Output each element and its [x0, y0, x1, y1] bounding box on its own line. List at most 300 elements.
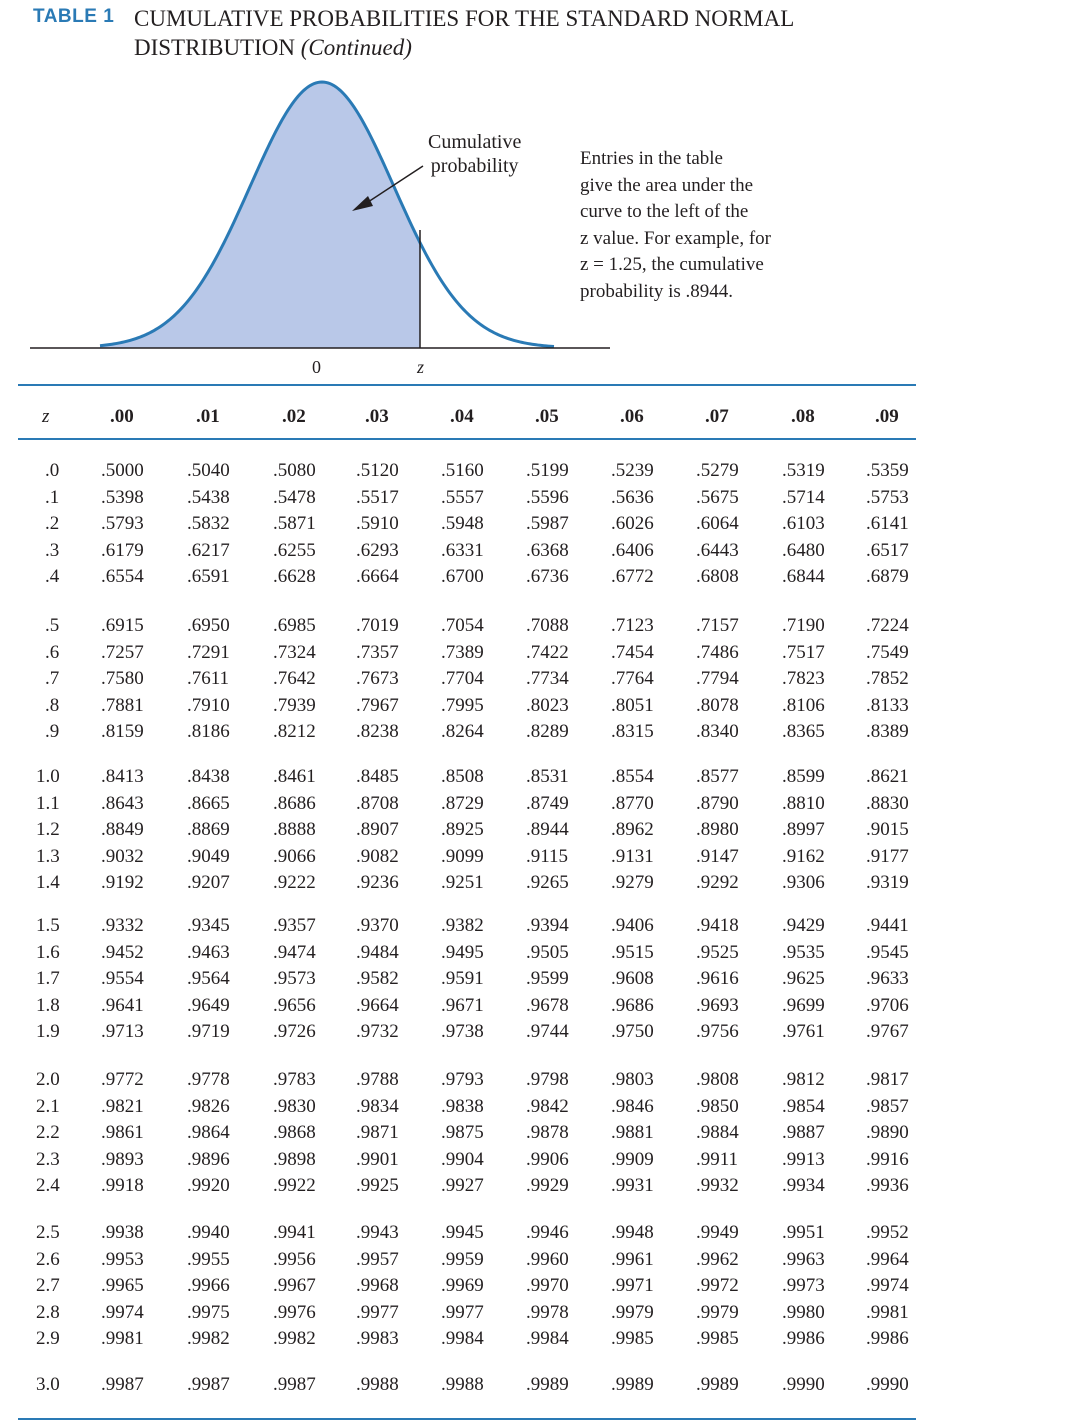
probability-cell: .9901 [356, 1148, 399, 1170]
probability-cell: .6141 [866, 513, 909, 534]
probability-cell: .9292 [696, 872, 739, 893]
probability-cell: .9965 [101, 1275, 144, 1296]
probability-cell: .7549 [866, 641, 909, 663]
probability-cell: .9192 [101, 872, 144, 893]
probability-cell: .6915 [101, 615, 144, 636]
probability-cell: .9850 [696, 1095, 739, 1117]
probability-cell: .9656 [273, 994, 316, 1016]
probability-cell: .8340 [696, 721, 739, 742]
explanation-line: z value. For example, for [580, 227, 771, 249]
probability-cell: .9904 [441, 1148, 484, 1170]
z-value-cell: .1 [45, 486, 60, 508]
probability-cell: .8577 [696, 766, 739, 787]
probability-cell: .9793 [441, 1069, 484, 1090]
probability-cell: .9955 [187, 1248, 230, 1270]
probability-cell: .6255 [273, 539, 316, 561]
probability-cell: .9115 [526, 845, 569, 867]
probability-cell: .9826 [187, 1095, 230, 1117]
probability-cell: .9978 [526, 1301, 569, 1323]
probability-cell: .9986 [866, 1328, 909, 1349]
zero-axis-label: 0 [312, 357, 321, 377]
probability-cell: .7422 [526, 641, 569, 663]
probability-cell: .9015 [866, 819, 909, 840]
probability-cell: .9932 [696, 1175, 739, 1196]
z-value-cell: .4 [45, 566, 60, 587]
probability-cell: .6664 [356, 566, 399, 587]
table-row [0, 1374, 1068, 1400]
probability-cell: .6985 [273, 615, 316, 636]
probability-cell: .9961 [611, 1248, 654, 1270]
probability-cell: .9738 [441, 1021, 484, 1042]
probability-cell: .9671 [441, 994, 484, 1016]
probability-cell: .9977 [356, 1301, 399, 1323]
probability-cell: .9817 [866, 1069, 909, 1090]
probability-cell: .9686 [611, 994, 654, 1016]
probability-cell: .9969 [441, 1275, 484, 1296]
z-value-cell: 1.1 [36, 792, 60, 814]
column-header: .01 [196, 406, 220, 427]
probability-cell: .5636 [611, 486, 654, 508]
probability-cell: .9474 [273, 941, 316, 963]
z-value-cell: 1.5 [36, 915, 60, 936]
probability-cell: .9967 [273, 1275, 316, 1296]
probability-cell: .9906 [526, 1148, 569, 1170]
probability-cell: .8461 [273, 766, 316, 787]
table-row [0, 1302, 1068, 1328]
probability-cell: .9986 [782, 1328, 825, 1349]
probability-cell: .5753 [866, 486, 909, 508]
probability-cell: .9726 [273, 1021, 316, 1042]
probability-cell: .9767 [866, 1021, 909, 1042]
probability-cell: .5910 [356, 513, 399, 534]
title-distribution: DISTRIBUTION [134, 35, 295, 60]
normal-curve-figure [30, 70, 620, 390]
probability-cell: .9761 [782, 1021, 825, 1042]
probability-cell: .9032 [101, 845, 144, 867]
probability-cell: .9959 [441, 1248, 484, 1270]
probability-cell: .9251 [441, 872, 484, 893]
probability-cell: .9971 [611, 1275, 654, 1296]
probability-cell: .7389 [441, 641, 484, 663]
probability-cell: .5517 [356, 486, 399, 508]
column-header-row [0, 406, 1068, 436]
probability-cell: .7357 [356, 641, 399, 663]
probability-cell: .9394 [526, 915, 569, 936]
probability-cell: .6844 [782, 566, 825, 587]
title-continued: (Continued) [300, 35, 412, 60]
probability-cell: .9925 [356, 1175, 399, 1196]
probability-cell: .8106 [782, 694, 825, 716]
z-column-header: z [42, 406, 50, 427]
probability-cell: .8212 [273, 721, 316, 742]
probability-cell: .8643 [101, 792, 144, 814]
z-value-cell: 1.2 [36, 819, 60, 840]
probability-cell: .9357 [273, 915, 316, 936]
explanation-line: Entries in the table [580, 148, 723, 169]
probability-cell: .9535 [782, 941, 825, 963]
probability-cell: .9929 [526, 1175, 569, 1196]
probability-cell: .5714 [782, 486, 825, 508]
probability-cell: .5948 [441, 513, 484, 534]
probability-cell: .8925 [441, 819, 484, 840]
probability-cell: .9898 [273, 1148, 316, 1170]
probability-cell: .9222 [273, 872, 316, 893]
probability-cell: .9429 [782, 915, 825, 936]
probability-cell: .9922 [273, 1175, 316, 1196]
probability-cell: .9875 [441, 1122, 484, 1143]
column-header: .09 [875, 406, 899, 427]
probability-cell: .9887 [782, 1122, 825, 1143]
probability-cell: .9554 [101, 968, 144, 989]
probability-cell: .9989 [526, 1374, 569, 1395]
probability-cell: .9864 [187, 1122, 230, 1143]
probability-cell: .9713 [101, 1021, 144, 1042]
z-value-cell: .7 [45, 668, 60, 689]
z-value-cell: .8 [45, 694, 60, 716]
table-row [0, 995, 1068, 1021]
probability-cell: .6103 [782, 513, 825, 534]
probability-cell: .9582 [356, 968, 399, 989]
probability-cell: .5199 [526, 460, 569, 481]
probability-cell: .9545 [866, 941, 909, 963]
probability-cell: .9984 [526, 1328, 569, 1349]
probability-cell: .9981 [101, 1328, 144, 1349]
probability-cell: .9452 [101, 941, 144, 963]
probability-cell: .7967 [356, 694, 399, 716]
probability-cell: .9990 [782, 1374, 825, 1395]
z-value-cell: 2.7 [36, 1275, 60, 1296]
table-row [0, 1328, 1068, 1354]
probability-cell: .8749 [526, 792, 569, 814]
probability-cell: .8888 [273, 819, 316, 840]
probability-cell: .9649 [187, 994, 230, 1016]
z-value-cell: 2.0 [36, 1069, 60, 1090]
probability-cell: .9881 [611, 1122, 654, 1143]
probability-cell: .9918 [101, 1175, 144, 1196]
probability-cell: .8810 [782, 792, 825, 814]
z-value-cell: 1.9 [36, 1021, 60, 1042]
probability-cell: .9972 [696, 1275, 739, 1296]
probability-cell: .9441 [866, 915, 909, 936]
probability-cell: .8980 [696, 819, 739, 840]
probability-cell: .7486 [696, 641, 739, 663]
probability-cell: .5359 [866, 460, 909, 481]
probability-cell: .7852 [866, 668, 909, 689]
probability-cell: .9948 [611, 1222, 654, 1243]
probability-cell: .7123 [611, 615, 654, 636]
probability-cell: .9744 [526, 1021, 569, 1042]
probability-cell: .9591 [441, 968, 484, 989]
probability-cell: .9756 [696, 1021, 739, 1042]
probability-cell: .9990 [866, 1374, 909, 1395]
z-value-cell: 1.3 [36, 845, 60, 867]
table-row [0, 846, 1068, 872]
table-row [0, 1122, 1068, 1148]
probability-cell: .9788 [356, 1069, 399, 1090]
table-row [0, 695, 1068, 721]
title-line-2 [134, 33, 794, 62]
probability-cell: .5398 [101, 486, 144, 508]
probability-cell: .8485 [356, 766, 399, 787]
probability-cell: .9913 [782, 1148, 825, 1170]
probability-cell: .9236 [356, 872, 399, 893]
table-row [0, 668, 1068, 694]
explanation-line: curve to the left of the [580, 201, 749, 222]
probability-cell: .8708 [356, 792, 399, 814]
cumulative-label-line-1: Cumulative [428, 131, 522, 153]
probability-cell: .8830 [866, 792, 909, 814]
bottom-rule [18, 1418, 916, 1420]
table-label: TABLE 1 [33, 6, 115, 27]
z-value-cell: 2.2 [36, 1122, 60, 1143]
probability-cell: .8962 [611, 819, 654, 840]
probability-cell: .9821 [101, 1095, 144, 1117]
probability-cell: .7764 [611, 668, 654, 689]
probability-cell: .9973 [782, 1275, 825, 1296]
probability-cell: .9857 [866, 1095, 909, 1117]
probability-cell: .9896 [187, 1148, 230, 1170]
z-value-cell: 2.9 [36, 1328, 60, 1349]
probability-cell: .9981 [866, 1301, 909, 1323]
probability-cell: .7019 [356, 615, 399, 636]
probability-cell: .9706 [866, 994, 909, 1016]
probability-cell: .6772 [611, 566, 654, 587]
probability-cell: .6554 [101, 566, 144, 587]
probability-cell: .9884 [696, 1122, 739, 1143]
probability-cell: .9265 [526, 872, 569, 893]
probability-cell: .9177 [866, 845, 909, 867]
probability-cell: .5478 [273, 486, 316, 508]
probability-cell: .9920 [187, 1175, 230, 1196]
column-header: .05 [535, 406, 559, 427]
probability-cell: .6064 [696, 513, 739, 534]
probability-cell: .5040 [187, 460, 230, 481]
probability-cell: .9207 [187, 872, 230, 893]
probability-cell: .8315 [611, 721, 654, 742]
probability-cell: .9975 [187, 1301, 230, 1323]
probability-cell: .8078 [696, 694, 739, 716]
probability-cell: .5871 [273, 513, 316, 534]
probability-cell: .7611 [187, 668, 230, 689]
top-rule [18, 384, 916, 386]
probability-cell: .9861 [101, 1122, 144, 1143]
probability-cell: .5239 [611, 460, 654, 481]
table-row [0, 1249, 1068, 1275]
probability-cell: .9678 [526, 994, 569, 1016]
probability-cell: .9808 [696, 1069, 739, 1090]
probability-cell: .8438 [187, 766, 230, 787]
probability-cell: .6368 [526, 539, 569, 561]
probability-cell: .9940 [187, 1222, 230, 1243]
probability-cell: .9846 [611, 1095, 654, 1117]
probability-cell: .9505 [526, 941, 569, 963]
probability-cell: .8264 [441, 721, 484, 742]
probability-cell: .9890 [866, 1122, 909, 1143]
probability-cell: .5000 [101, 460, 144, 481]
probability-cell: .9484 [356, 941, 399, 963]
z-value-cell: 1.8 [36, 994, 60, 1016]
explanation-line: z = 1.25, the cumulative [580, 254, 764, 275]
probability-cell: .9985 [611, 1328, 654, 1349]
probability-cell: .9987 [273, 1374, 316, 1395]
probability-cell: .7088 [526, 615, 569, 636]
probability-cell: .9418 [696, 915, 739, 936]
probability-cell: .9616 [696, 968, 739, 989]
probability-cell: .9956 [273, 1248, 316, 1270]
probability-cell: .9279 [611, 872, 654, 893]
probability-cell: .9699 [782, 994, 825, 1016]
z-value-cell: .9 [45, 721, 60, 742]
probability-cell: .9966 [187, 1275, 230, 1296]
probability-cell: .9945 [441, 1222, 484, 1243]
probability-cell: .5557 [441, 486, 484, 508]
probability-cell: .9977 [441, 1301, 484, 1323]
z-value-cell: 2.8 [36, 1301, 60, 1323]
probability-cell: .9982 [273, 1328, 316, 1349]
probability-cell: .7190 [782, 615, 825, 636]
probability-cell: .9633 [866, 968, 909, 989]
probability-cell: .5832 [187, 513, 230, 534]
probability-cell: .8621 [866, 766, 909, 787]
probability-cell: .7324 [273, 641, 316, 663]
probability-cell: .9641 [101, 994, 144, 1016]
probability-cell: .7157 [696, 615, 739, 636]
table-row [0, 1096, 1068, 1122]
probability-cell: .9979 [611, 1301, 654, 1323]
table-row [0, 540, 1068, 566]
probability-cell: .8238 [356, 721, 399, 742]
probability-cell: .9957 [356, 1248, 399, 1270]
probability-cell: .5080 [273, 460, 316, 481]
probability-cell: .9938 [101, 1222, 144, 1243]
probability-cell: .7517 [782, 641, 825, 663]
probability-cell: .8159 [101, 721, 144, 742]
probability-cell: .7704 [441, 668, 484, 689]
probability-cell: .7794 [696, 668, 739, 689]
probability-cell: .9732 [356, 1021, 399, 1042]
z-value-cell: 1.7 [36, 968, 60, 989]
probability-cell: .9989 [611, 1374, 654, 1395]
column-header: .00 [110, 406, 134, 427]
probability-cell: .9982 [187, 1328, 230, 1349]
probability-cell: .9960 [526, 1248, 569, 1270]
probability-cell: .9382 [441, 915, 484, 936]
probability-cell: .9778 [187, 1069, 230, 1090]
probability-cell: .7291 [187, 641, 230, 663]
probability-cell: .8186 [187, 721, 230, 742]
probability-cell: .9987 [187, 1374, 230, 1395]
probability-cell: .9988 [356, 1374, 399, 1395]
probability-cell: .7257 [101, 641, 144, 663]
probability-cell: .9989 [696, 1374, 739, 1395]
column-header: .08 [791, 406, 815, 427]
header-rule [18, 438, 916, 440]
probability-cell: .6700 [441, 566, 484, 587]
probability-cell: .9878 [526, 1122, 569, 1143]
probability-cell: .7823 [782, 668, 825, 689]
table-row [0, 1069, 1068, 1095]
table-row [0, 968, 1068, 994]
probability-cell: .9319 [866, 872, 909, 893]
probability-cell: .8686 [273, 792, 316, 814]
explanation-text [580, 146, 840, 305]
probability-cell: .9916 [866, 1148, 909, 1170]
probability-cell: .9985 [696, 1328, 739, 1349]
table-row [0, 615, 1068, 641]
cumulative-area-fill [100, 82, 420, 348]
table-row [0, 642, 1068, 668]
probability-cell: .8531 [526, 766, 569, 787]
probability-cell: .6808 [696, 566, 739, 587]
probability-cell: .9099 [441, 845, 484, 867]
probability-cell: .9931 [611, 1175, 654, 1196]
explanation-line: give the area under the [580, 174, 754, 196]
table-title [134, 4, 794, 62]
probability-cell: .9838 [441, 1095, 484, 1117]
probability-cell: .6591 [187, 566, 230, 587]
z-value-cell: .5 [45, 615, 60, 636]
probability-cell: .9812 [782, 1069, 825, 1090]
probability-cell: .9830 [273, 1095, 316, 1117]
probability-cell: .9964 [866, 1248, 909, 1270]
probability-cell: .9131 [611, 845, 654, 867]
probability-cell: .9719 [187, 1021, 230, 1042]
probability-cell: .9871 [356, 1122, 399, 1143]
probability-cell: .8508 [441, 766, 484, 787]
table-row [0, 1175, 1068, 1201]
probability-cell: .7454 [611, 641, 654, 663]
probability-cell: .9952 [866, 1222, 909, 1243]
z-value-cell: 2.3 [36, 1148, 60, 1170]
probability-cell: .6480 [782, 539, 825, 561]
probability-cell: .8770 [611, 792, 654, 814]
table-row [0, 793, 1068, 819]
column-header: .07 [705, 406, 729, 427]
probability-cell: .7939 [273, 694, 316, 716]
probability-cell: .9984 [441, 1328, 484, 1349]
probability-cell: .7224 [866, 615, 909, 636]
z-value-cell: 3.0 [36, 1374, 60, 1395]
table-row [0, 1222, 1068, 1248]
column-header: .06 [620, 406, 644, 427]
probability-cell: .5319 [782, 460, 825, 481]
probability-cell: .9406 [611, 915, 654, 936]
probability-cell: .8944 [526, 819, 569, 840]
probability-cell: .9970 [526, 1275, 569, 1296]
z-value-cell: .0 [45, 460, 60, 481]
probability-cell: .9953 [101, 1248, 144, 1270]
probability-cell: .8729 [441, 792, 484, 814]
probability-cell: .8665 [187, 792, 230, 814]
probability-cell: .9983 [356, 1328, 399, 1349]
probability-cell: .7642 [273, 668, 316, 689]
cumulative-label-line-2: probability [430, 155, 519, 177]
z-value-cell: 2.6 [36, 1248, 60, 1270]
probability-cell: .8997 [782, 819, 825, 840]
z-value-cell: .2 [45, 513, 60, 534]
probability-cell: .7580 [101, 668, 144, 689]
probability-cell: .7995 [441, 694, 484, 716]
probability-cell: .9962 [696, 1248, 739, 1270]
z-value-cell: 2.1 [36, 1095, 60, 1117]
probability-cell: .9783 [273, 1069, 316, 1090]
probability-cell: .9066 [273, 845, 316, 867]
probability-cell: .5675 [696, 486, 739, 508]
z-value-cell: 1.0 [36, 766, 60, 787]
probability-cell: .5279 [696, 460, 739, 481]
probability-cell: .9573 [273, 968, 316, 989]
table-row [0, 819, 1068, 845]
